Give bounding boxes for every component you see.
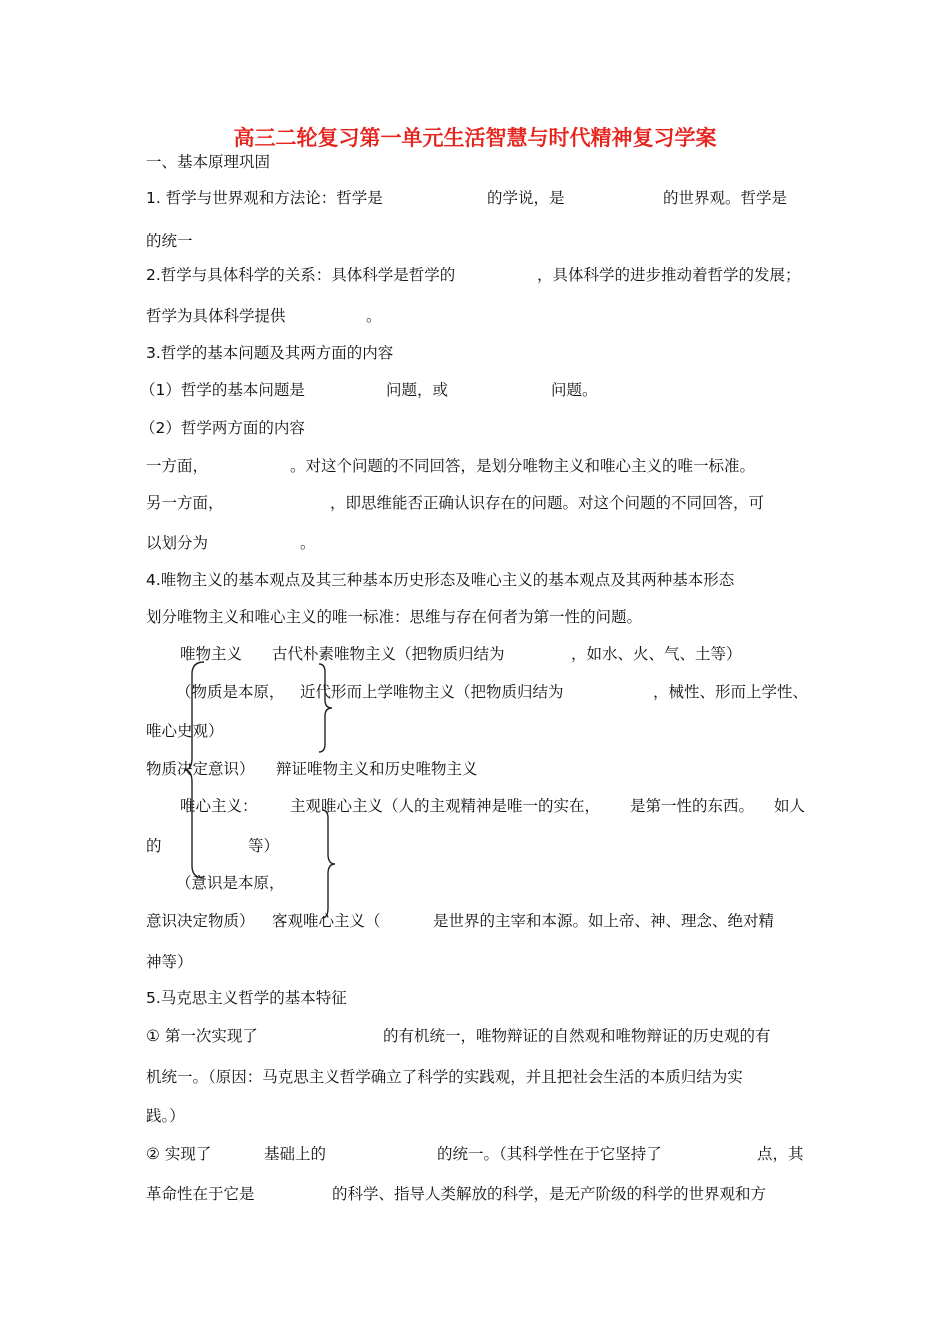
q3-p2: （2）哲学两方面的内容 bbox=[140, 419, 305, 437]
q3-l2-b: ，即思维能否正确认识存在的问题。对这个问题的不同回答，可 bbox=[330, 494, 765, 512]
q1-text-b: 的学说，是 bbox=[487, 189, 565, 207]
q3-p1-c: 问题。 bbox=[551, 381, 598, 399]
q3-l3-b: 。 bbox=[300, 534, 316, 552]
section-heading: 一、基本原理巩固 bbox=[146, 153, 271, 171]
q2-text-b: ，具体科学的进步推动着哲学的发展； bbox=[537, 266, 801, 284]
q1-text-c: 的世界观。哲学是 bbox=[663, 189, 788, 207]
modern-materialism: 近代形而上学唯物主义（把物质归结为 bbox=[300, 683, 564, 701]
idealism-label: 唯心主义： bbox=[180, 797, 258, 815]
q5-b1: ② 实现了 bbox=[146, 1145, 212, 1163]
subjective-idealism-e: 等） bbox=[248, 837, 280, 855]
materialism-label: 唯物主义 bbox=[180, 645, 243, 663]
objective-idealism-tail: 是世界的主宰和本源。如上帝、神、理念、绝对精 bbox=[433, 912, 775, 930]
brace-idealism-icon bbox=[318, 808, 340, 920]
objective-idealism-end: 神等） bbox=[146, 953, 193, 971]
brace-materialism-icon bbox=[315, 662, 337, 754]
q4-heading: 4.唯物主义的基本观点及其三种基本历史形态及唯心主义的基本观点及其两种基本形态 bbox=[146, 571, 735, 589]
q2-text-a: 2.哲学与具体科学的关系：具体科学是哲学的 bbox=[146, 266, 456, 284]
q2-text-d: 。 bbox=[366, 307, 382, 325]
q5-a3: 机统一。（原因：马克思主义哲学确立了科学的实践观，并且把社会生活的本质归结为实 bbox=[146, 1068, 743, 1086]
q5-a4: 践。） bbox=[146, 1107, 185, 1125]
dialectical-materialism: 辩证唯物主义和历史唯物主义 bbox=[276, 760, 478, 778]
q5-b5: 革命性在于它是 bbox=[146, 1185, 255, 1203]
brace-outer-icon bbox=[180, 660, 210, 880]
ancient-materialism-tail: ，如水、火、气、土等） bbox=[571, 645, 742, 663]
objective-idealism: 客观唯心主义（ bbox=[272, 912, 381, 930]
q5-b4: 点，其 bbox=[757, 1145, 804, 1163]
q1-text-a: 1. 哲学与世界观和方法论：哲学是 bbox=[146, 189, 383, 207]
idealist-history: 唯心史观） bbox=[146, 722, 224, 740]
q3-l1-a: 一方面， bbox=[146, 457, 209, 475]
materialism-origin: （物质是本原， bbox=[176, 683, 285, 701]
q5-b3: 的统一。（其科学性在于它坚持了 bbox=[437, 1145, 662, 1163]
consciousness-determines-matter: 意识决定物质） bbox=[146, 912, 255, 930]
q1-text-d: 的统一 bbox=[146, 232, 193, 250]
q5-b2: 基础上的 bbox=[264, 1145, 327, 1163]
q3-p1-a: （1）哲学的基本问题是 bbox=[140, 381, 305, 399]
q3-p1-b: 问题，或 bbox=[386, 381, 449, 399]
subjective-idealism-b: 是第一性的东西。 bbox=[630, 797, 755, 815]
matter-determines-consciousness: 物质决定意识） bbox=[146, 760, 255, 778]
q3-l2-a: 另一方面， bbox=[146, 494, 224, 512]
modern-materialism-tail: ，械性、形而上学性、 bbox=[653, 683, 809, 701]
document-title: 高三二轮复习第一单元生活智慧与时代精神复习学案 bbox=[233, 126, 717, 150]
q3-l1-b: 。对这个问题的不同回答，是划分唯物主义和唯心主义的唯一标准。 bbox=[290, 457, 756, 475]
q1-line1 bbox=[146, 188, 383, 208]
idealism-origin: （意识是本原， bbox=[176, 874, 285, 892]
q3-l3-a: 以划分为 bbox=[146, 534, 209, 552]
q5-heading: 5.马克思主义哲学的基本特征 bbox=[146, 989, 347, 1007]
q5-b6: 的科学、指导人类解放的科学，是无产阶级的科学的世界观和方 bbox=[332, 1185, 767, 1203]
q3-heading: 3.哲学的基本问题及其两方面的内容 bbox=[146, 344, 394, 362]
ancient-materialism: 古代朴素唯物主义（把物质归结为 bbox=[272, 645, 505, 663]
q4-standard: 划分唯物主义和唯心主义的唯一标准：思维与存在何者为第一性的问题。 bbox=[146, 608, 643, 626]
q5-a2: 的有机统一，唯物辩证的自然观和唯物辩证的历史观的有 bbox=[383, 1027, 771, 1045]
subjective-idealism: 主观唯心主义（人的主观精神是唯一的实在， bbox=[290, 797, 601, 815]
subjective-idealism-c: 如人 bbox=[774, 797, 806, 815]
q5-a1: ① 第一次实现了 bbox=[146, 1027, 258, 1045]
subjective-idealism-d: 的 bbox=[146, 837, 162, 855]
q2-text-c: 哲学为具体科学提供 bbox=[146, 307, 286, 325]
